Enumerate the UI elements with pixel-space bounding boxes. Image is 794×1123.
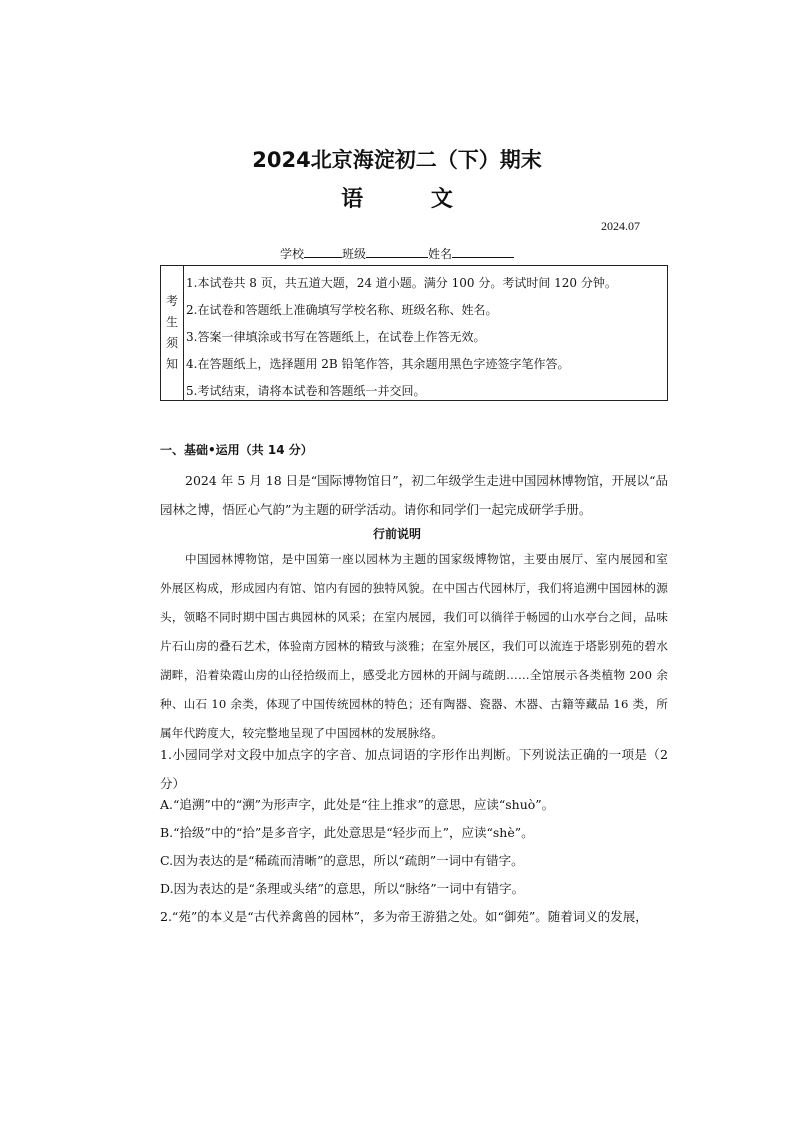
question-1-option-d: D.因为表达的是“条理或头绪”的意思，所以“脉络”一词中有错字。 [160,881,525,896]
notice-item: 3.答案一律填涂或书写在答题纸上，在试卷上作答无效。 [186,330,486,344]
passage-text: 中国园林博物馆，是中国第一座以园林为主题的国家级博物馆，主要由展厅、室内展园和室外展区构成，形成园内有馆、馆内有园的独特风貌。在中国古代园林厅，我们将追溯中国园林的源头，领略不同时期中国古典园林的风采；在室内展园，我们可以徜徉于畅园的山水亭台之间，品味片石山房的叠石艺术，体验南方园林的精致与淡雅；在室外展区，我们可以流连于塔影别苑的碧水湖畔，沿着染霞山房的山径拾级而上，感受北方园林的开阔与疏朗……全馆展示各类植物 200 余种、山石 10 余类，体现了中国传统园林的特色；还有陶器、瓷器、木器、古籍等藏品 16 类，所属年代跨度大，较完整地呈现了中国园林的发展脉络。 [160,552,668,740]
class-label: 班级 [341,247,366,261]
notice-label-char: 生 [165,315,178,329]
notice-item: 5.考试结束，请将本试卷和答题纸一并交回。 [186,384,426,398]
school-label: 学校 [279,247,304,261]
notice-items [184,266,667,400]
section-heading: 一、基础•运用（共 14 分） [160,443,313,457]
question-1-option-b: B.“拾级”中的“拾”是多音字，此处意思是“轻步而上”，应读“shè”。 [160,825,534,840]
notice-item: 4.在答题纸上，选择题用 2B 铅笔作答，其余题用黑色字迹签字笔作答。 [186,357,570,371]
notice-label-char: 考 [165,294,178,308]
exam-notice-box [160,265,668,401]
passage-subheading: 行前说明 [372,527,421,541]
school-blank [304,245,342,258]
question-1-option-a: A.“追溯”中的“溯”为形声字，此处是“往上推求”的意思，应读“shuò”。 [160,797,555,812]
question-1-option-c: C.因为表达的是“稀疏而清晰”的意思，所以“疏朗”一词中有错字。 [160,853,524,868]
notice-label-char: 须 [165,336,178,350]
notice-label [161,266,184,400]
subject-title: 语 文 [341,187,483,212]
notice-item: 2.在试卷和答题纸上准确填写学校名称、班级名称、姓名。 [186,303,498,317]
class-blank [366,245,428,258]
question-2-stem: 2.“苑”的本义是“古代养禽兽的园林”，多为帝王游猎之处。如“御苑”。随着词义的发展， [160,909,648,924]
notice-label-char: 知 [165,357,178,371]
exam-date: 2024.07 [601,219,640,233]
exam-title: 2024北京海淀初二（下）期末 [252,148,542,172]
question-1-stem: 1.小园同学对文段中加点字的字音、加点词语的字形作出判断。下列说法正确的一项是（2分） [160,747,668,791]
student-info-line [0,245,794,262]
name-blank [452,245,514,258]
name-label: 姓名 [428,247,453,261]
notice-item: 1.本试卷共 8 页，共五道大题，24 道小题。满分 100 分。考试时间 120 分钟。 [186,276,617,290]
section-intro: 2024 年 5 月 18 日是“国际博物馆日”，初二年级学生走进中国园林博物馆，开展以“品园林之博，悟匠心气韵”为主题的研学活动。请你和同学们一起完成研学手册。 [160,473,668,517]
